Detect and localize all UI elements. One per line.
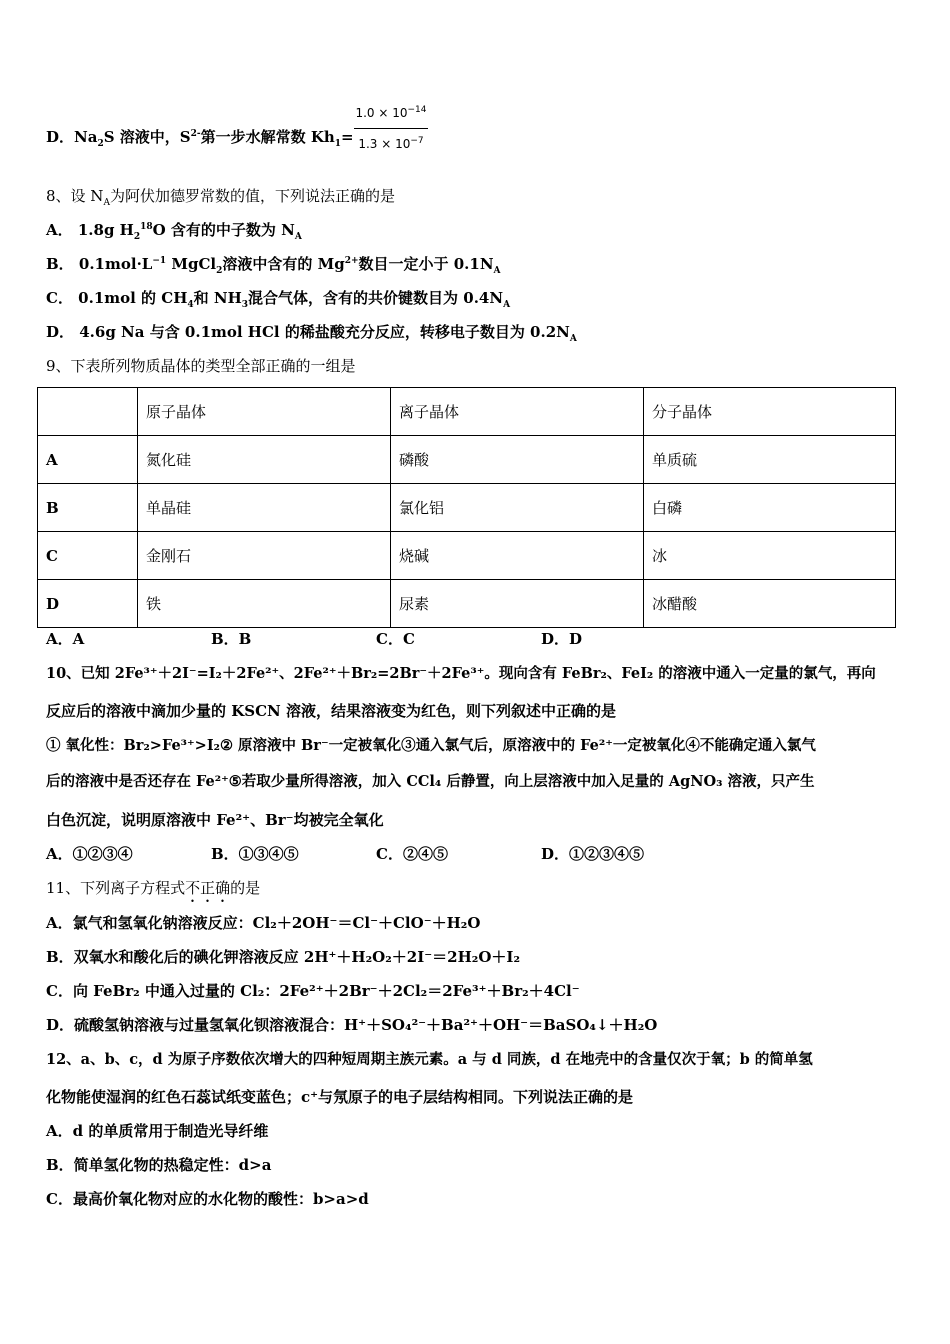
q9-crystal-table xyxy=(37,387,896,628)
table-row: D 铁 尿素 冰醋酸 xyxy=(38,580,896,628)
table-row: B 单晶硅 氯化铝 白磷 xyxy=(38,484,896,532)
q11-stem: 11、下列离子方程式不正确的是 xyxy=(46,879,261,897)
q10-choice-d: D．①②③④⑤ xyxy=(541,845,645,863)
q7-fraction: $1.0 \times 10^{-14}$ $1.3 \times 10^{-7}$ xyxy=(355,105,427,151)
q9-choice-a: A．A xyxy=(46,630,85,648)
q8-option-d: D． 4.6g Na 与含 0.1mol HCl 的稀盐酸充分反应，转移电子数目为 $0.2N_A$ xyxy=(46,323,577,344)
q10-line-3: ① 氧化性：Br₂>Fe³⁺>I₂② 原溶液中 Br⁻一定被氧化③通入氯气后，原溶液中的 Fe²⁺一定被氧化④不能确定通入氯气 xyxy=(46,737,816,754)
q9-stem: 9、下表所列物质晶体的类型全部正确的一组是 xyxy=(46,357,356,375)
q12-line-2: 化物能使湿润的红色石蕊试纸变蓝色；c⁺与氖原子的电子层结构相同。下列说法正确的是 xyxy=(46,1088,634,1106)
q10-line-4: 后的溶液中是否还存在 Fe²⁺⑤若取少量所得溶液，加入 CCl₄ 后静置，向上层溶液中加入足量的 AgNO₃ 溶液，只产生 xyxy=(46,773,815,790)
q7-option-d: D．$Na_2S$ 溶液中，$S^{2-}$第一步水解常数 $Kh_1=$ xyxy=(46,128,354,149)
q12-line-1: 12、a、b、c，d 为原子序数依次增大的四种短周期主族元素。a 与 d 同族，d 在地壳中的含量仅次于氧；b 的简单氢 xyxy=(46,1051,813,1068)
q9-choice-b: B．B xyxy=(211,630,252,648)
q8-option-c: C． 0.1mol 的 $CH_4$和 $NH_3$混合气体，含有的共价键数目为 $0.4N_A$ xyxy=(46,289,511,310)
q10-line-5: 白色沉淀，说明原溶液中 Fe²⁺、Br⁻均被完全氧化 xyxy=(46,811,384,829)
q11-option-c: C．向 FeBr₂ 中通入过量的 Cl₂：2Fe²⁺＋2Br⁻＋2Cl₂＝2Fe³⁺＋Br₂＋4Cl⁻ xyxy=(46,982,580,1000)
q11-option-b: B．双氧水和酸化后的碘化钾溶液反应 2H⁺＋H₂O₂＋2I⁻＝2H₂O＋I₂ xyxy=(46,948,521,966)
q12-option-a: A．d 的单质常用于制造光导纤维 xyxy=(46,1122,269,1140)
table-header-row: 原子晶体 离子晶体 分子晶体 xyxy=(38,388,896,436)
q12-option-c: C．最高价氧化物对应的水化物的酸性：b>a>d xyxy=(46,1190,369,1208)
q10-line-2: 反应后的溶液中滴加少量的 KSCN 溶液，结果溶液变为红色，则下列叙述中正确的是 xyxy=(46,702,616,720)
q8-option-b: B． $0.1mol\cdot L^{-1}$ MgCl$_2$溶液中含有的 $Mg^{2+}$数目一定小于 $0.1N_A$ xyxy=(46,255,501,276)
q9-choice-c: C．C xyxy=(376,630,415,648)
q10-choice-c: C．②④⑤ xyxy=(376,845,448,863)
table-row: A 氮化硅 磷酸 单质硫 xyxy=(38,436,896,484)
q10-choice-a: A．①②③④ xyxy=(46,845,133,863)
q11-option-d: D．硫酸氢钠溶液与过量氢氧化钡溶液混合：H⁺＋SO₄²⁻＋Ba²⁺＋OH⁻＝BaSO₄↓＋H₂O xyxy=(46,1016,658,1034)
table-row: C 金刚石 烧碱 冰 xyxy=(38,532,896,580)
q11-option-a: A．氯气和氢氧化钠溶液反应：Cl₂＋2OH⁻＝Cl⁻＋ClO⁻＋H₂O xyxy=(46,914,481,932)
q12-option-b: B．简单氢化物的热稳定性：d>a xyxy=(46,1156,272,1174)
q8-stem: 8、设 $N_A$为阿伏加德罗常数的值，下列说法正确的是 xyxy=(46,187,395,208)
q10-line-1: 10、已知 2Fe³⁺＋2I⁻=I₂＋2Fe²⁺、2Fe²⁺＋Br₂=2Br⁻＋2Fe³⁺。现向含有 FeBr₂、FeI₂ 的溶液中通入一定量的氯气，再向 xyxy=(46,665,876,682)
q10-choice-b: B．①③④⑤ xyxy=(211,845,299,863)
q9-choice-d: D．D xyxy=(541,630,583,648)
q8-option-a: A． 1.8g $H_2^{18}O$ 含有的中子数为 $N_A$ xyxy=(46,221,302,242)
